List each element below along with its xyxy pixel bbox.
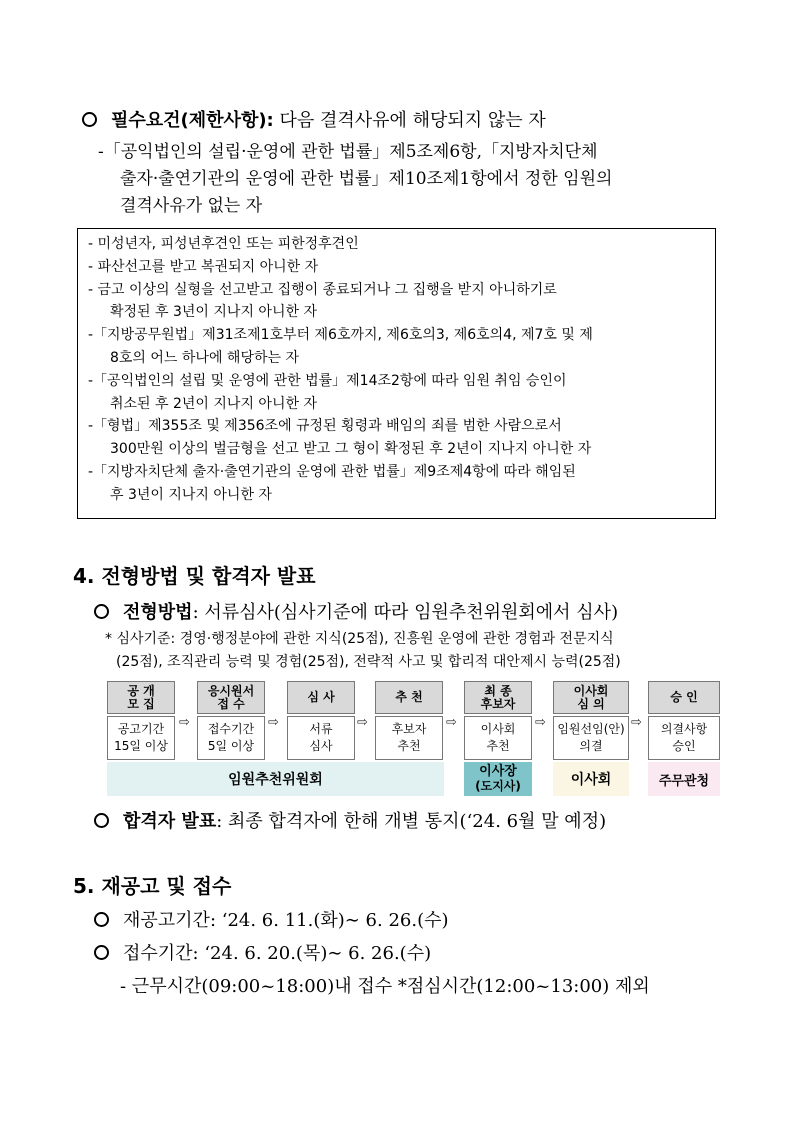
law-line-2: 출자·출연기관의 운영에 관한 법률」제10조제1항에서 정한 임원의 bbox=[120, 169, 613, 189]
stage-header: 이사회 심 의 bbox=[553, 681, 629, 714]
stage-body: 이사회 추천 bbox=[464, 716, 532, 760]
band-chairman-sub: (도지사) bbox=[475, 779, 521, 793]
box-line: 취소된 후 2년이 지나지 아니한 자 bbox=[110, 395, 317, 412]
stage-review bbox=[287, 681, 355, 760]
box-line: -「형법」제355조 및 제356조에 규정된 횡령과 배임의 죄를 범한 사람으로서 bbox=[88, 418, 562, 435]
result-text: : 최종 합격자에 한해 개별 통지(‘24. 6월 말 예정) bbox=[216, 811, 607, 832]
stage-header: 공 개 모 집 bbox=[107, 681, 175, 714]
box-line: 확정된 후 3년이 지나지 아니한 자 bbox=[110, 304, 317, 321]
requirement-line bbox=[82, 106, 546, 132]
stage-header: 심 사 bbox=[287, 681, 355, 714]
stage-header: 응시원서 접 수 bbox=[197, 681, 265, 714]
circle-bullet-icon bbox=[82, 112, 97, 127]
box-line: -「공익법인의 설립 및 운영에 관한 법률」제14조2항에 따라 임원 취임 승인이 bbox=[88, 372, 567, 389]
criteria-note bbox=[105, 628, 621, 674]
band-chairman bbox=[464, 762, 532, 796]
band-authority: 주무관청 bbox=[648, 762, 720, 796]
box-line: 후 3년이 지나지 아니한 자 bbox=[110, 486, 272, 503]
stage-recommend bbox=[375, 681, 443, 760]
circle-bullet-icon bbox=[94, 813, 109, 828]
circle-bullet-icon bbox=[94, 912, 109, 927]
stage-body: 서류 심사 bbox=[287, 716, 355, 760]
selection-flow-diagram bbox=[107, 681, 720, 797]
box-line: - 금고 이상의 실형을 선고받고 집행이 종료되거나 그 집행을 받지 아니하기로 bbox=[88, 281, 557, 298]
result-line bbox=[94, 807, 606, 833]
stage-public-recruit bbox=[107, 681, 175, 760]
stage-body: 임원선임(안) 의결 bbox=[553, 716, 629, 760]
band-board: 이사회 bbox=[553, 762, 629, 796]
stage-board-deliberation bbox=[553, 681, 629, 760]
law-reference bbox=[98, 139, 612, 220]
box-line: 300만원 이상의 벌금형을 선고 받고 그 형이 확정된 후 2년이 지나지 아니한 자 bbox=[110, 441, 592, 458]
law-line-3: 결격사유가 없는 자 bbox=[120, 196, 263, 216]
stage-body: 접수기간 5일 이상 bbox=[197, 716, 265, 760]
box-line: 8호의 어느 하나에 해당하는 자 bbox=[110, 349, 299, 366]
stage-body: 공고기간 15일 이상 bbox=[107, 716, 175, 760]
criteria-line-2: (25점), 조직관리 능력 및 경험(25점), 전략적 사고 및 합리적 대안제시 능력(25점) bbox=[116, 654, 621, 670]
application-period-text: 접수기간: ‘24. 6. 20.(목)∼ 6. 26.(수) bbox=[123, 943, 432, 964]
section-4-title: 4. 전형방법 및 합격자 발표 bbox=[73, 564, 316, 588]
stage-header: 추 천 bbox=[375, 681, 443, 714]
stage-header: 승 인 bbox=[648, 681, 720, 714]
stage-application bbox=[197, 681, 265, 760]
result-heading: 합격자 발표 bbox=[123, 811, 217, 832]
stage-body: 후보자 추천 bbox=[375, 716, 443, 760]
stage-header: 최 종 후보자 bbox=[464, 681, 532, 714]
application-period-line bbox=[94, 939, 431, 965]
repost-period-line bbox=[94, 906, 449, 932]
box-line: -「지방공무원법」제31조제1호부터 제6호까지, 제6호의3, 제6호의4, 제7호 및 제 bbox=[88, 327, 593, 344]
office-hours-line: - 근무시간(09:00~18:00)내 접수 *점심시간(12:00~13:00) 제외 bbox=[120, 976, 650, 997]
band-committee: 임원추천위원회 bbox=[107, 762, 444, 796]
section-5-title: 5. 재공고 및 접수 bbox=[73, 874, 232, 898]
band-chairman-title: 이사장 bbox=[479, 764, 517, 779]
requirement-heading: 필수요건(제한사항): bbox=[111, 110, 274, 131]
stage-body: 의결사항 승인 bbox=[648, 716, 720, 760]
stage-final-candidate bbox=[464, 681, 532, 760]
circle-bullet-icon bbox=[94, 604, 109, 619]
stage-approval bbox=[648, 681, 720, 760]
disqualification-box bbox=[77, 228, 716, 519]
box-line: -「지방자치단체 출자·출연기관의 운영에 관한 법률」제9조제4항에 따라 해임된 bbox=[88, 463, 576, 480]
flow-arrow-icon: ⇨ bbox=[446, 715, 457, 730]
criteria-line-1: * 심사기준: 경영·행정분야에 관한 지식(25점), 진흥원 운영에 관한 경험과 전문지식 bbox=[105, 631, 614, 647]
box-line: - 파산선고를 받고 복권되지 아니한 자 bbox=[88, 258, 319, 275]
box-line: - 미성년자, 피성년후견인 또는 피한정후견인 bbox=[88, 236, 359, 252]
requirement-text: 다음 결격사유에 해당되지 않는 자 bbox=[273, 110, 546, 131]
method-heading: 전형방법 bbox=[123, 602, 193, 623]
flow-arrow-icon: ⇨ bbox=[631, 715, 642, 730]
flow-arrow-icon: ⇨ bbox=[535, 715, 546, 730]
law-line-1: -「공익법인의 설립·운영에 관한 법률」제5조제6항,「지방자치단체 bbox=[98, 142, 598, 162]
flow-arrow-icon: ⇨ bbox=[268, 715, 279, 730]
circle-bullet-icon bbox=[94, 945, 109, 960]
method-line bbox=[94, 598, 618, 624]
method-text: : 서류심사(심사기준에 따라 임원추천위원회에서 심사) bbox=[192, 602, 619, 623]
flow-arrow-icon: ⇨ bbox=[179, 715, 190, 730]
flow-arrow-icon: ⇨ bbox=[357, 715, 368, 730]
repost-period-text: 재공고기간: ‘24. 6. 11.(화)∼ 6. 26.(수) bbox=[123, 910, 449, 931]
